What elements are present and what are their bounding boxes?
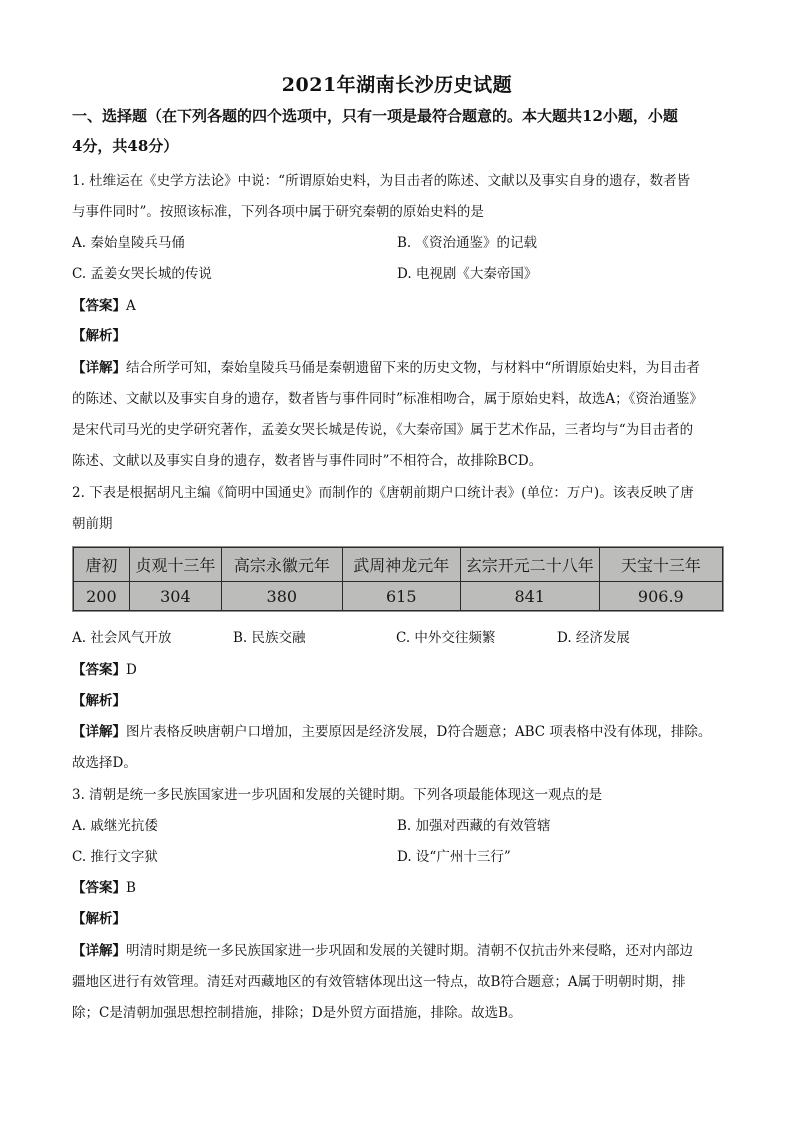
q1-option-b: B. 《资治通鉴》的记载 [397,235,538,251]
q2-option-c: C. 中外交往频繁 [396,630,496,646]
q3-stem: 3. 清朝是统一多民族国家进一步巩固和发展的关键时期。下列各项最能体现这一观点的是 [72,787,603,803]
q3-option-a: A. 戚继光抗倭 [72,818,158,834]
q1-detail-line2: 的陈述、文献以及事实自身的遗存，数者皆与事件同时”标准相吻合，属于原始史料，故选A；《资治通鉴》 [72,391,703,407]
section-heading-line1: 一、选择题（在下列各题的四个选项中，只有一项是最符合题意的。本大题共12小题，小题 [72,107,678,125]
q2-detail-line2: 故选择D。 [72,755,137,771]
q3-detail-line1: 【详解】明清时期是统一多民族国家进一步巩固和发展的关键时期。清朝不仅抗击外来侵略，还对内部边 [72,943,693,959]
page-title: 2021年湖南长沙历史试题 [281,74,513,96]
q2-stem-line2: 朝前期 [72,516,113,532]
table-cell: 906.9 [599,582,722,611]
q2-option-b: B. 民族交融 [233,630,306,646]
q1-analysis-label [72,326,732,346]
q1-detail-line1: 【详解】结合所学可知，秦始皇陵兵马俑是秦朝遗留下来的历史文物，与材料中“所谓原始史料，为目击者 [72,360,700,376]
section-tag: 【解析】 [72,911,126,927]
table-cell: 380 [221,582,342,611]
q1-answer: 【答案】A [72,298,136,314]
section-tag: 【答案】 [72,880,126,896]
section-tag: 【详解】 [72,943,126,959]
section-tag: 【答案】 [72,662,126,678]
table-header-cell: 武周神龙元年 [342,548,460,582]
q2-option-d: D. 经济发展 [557,630,630,646]
section-tag: 【详解】 [72,360,126,376]
q3-answer: 【答案】B [72,880,136,896]
table-header-cell: 高宗永徽元年 [221,548,342,582]
q1-stem-line2: 与事件同时”。按照该标准，下列各项中属于研究秦朝的原始史料的是 [72,204,484,220]
section-tag: 【解析】 [72,693,126,709]
q1-stem-line1: 1. 杜维运在《史学方法论》中说：“所谓原始史料，为目击者的陈述、文献以及事实自身的遗存，数者皆 [72,173,691,189]
q3-detail-line3: 除；C是清朝加强思想控制措施，排除；D是外贸方面措施，排除。故选B。 [72,1005,522,1021]
q2-answer: 【答案】D [72,662,137,678]
table-cell: 841 [460,582,599,611]
section-tag: 【详解】 [72,724,126,740]
q1-option-c: C. 孟姜女哭长城的传说 [72,266,212,282]
table-cell: 304 [129,582,221,611]
q1-detail-line3: 是宋代司马光的史学研究著作，孟姜女哭长城是传说，《大秦帝国》属于艺术作品，三者均与“为目击者的 [72,422,694,438]
household-statistics-table [72,546,724,612]
q3-detail-line2: 疆地区进行有效管理。清廷对西藏地区的有效管辖体现出这一特点，故B符合题意；A属于明朝时期，排 [72,974,686,990]
table-row [74,582,723,611]
section-tag: 【答案】 [72,298,126,314]
section-heading-line2: 4分，共48分） [72,137,179,155]
q3-option-c: C. 推行文字狱 [72,849,158,865]
q2-stem-line1: 2. 下表是根据胡凡主编《简明中国通史》而制作的《唐朝前期户口统计表》(单位：万户)。该表反映了唐 [72,485,694,501]
table-header-row [74,548,723,582]
q3-option-d: D. 设“广州十三行” [397,849,511,865]
table-header-cell: 玄宗开元二十八年 [460,548,599,582]
table-header-cell: 贞观十三年 [129,548,221,582]
table-header-cell: 唐初 [74,548,130,582]
q2-analysis-label [72,691,732,711]
q1-option-a: A. 秦始皇陵兵马俑 [72,235,185,251]
table-cell: 615 [342,582,460,611]
q2-option-a: A. 社会风气开放 [72,630,172,646]
table-cell: 200 [74,582,130,611]
q3-analysis-label [72,909,732,929]
table-header-cell: 天宝十三年 [599,548,722,582]
q2-detail-line1: 【详解】图片表格反映唐朝户口增加，主要原因是经济发展，D符合题意；ABC 项表格中没有体现，排除。 [72,724,712,740]
q1-detail-line4: 陈述、文献以及事实自身的遗存，数者皆与事件同时”不相符合，故排除BCD。 [72,453,543,469]
q1-option-d: D. 电视剧《大秦帝国》 [397,266,538,282]
q3-option-b: B. 加强对西藏的有效管辖 [397,818,551,834]
section-tag: 【解析】 [72,328,126,344]
